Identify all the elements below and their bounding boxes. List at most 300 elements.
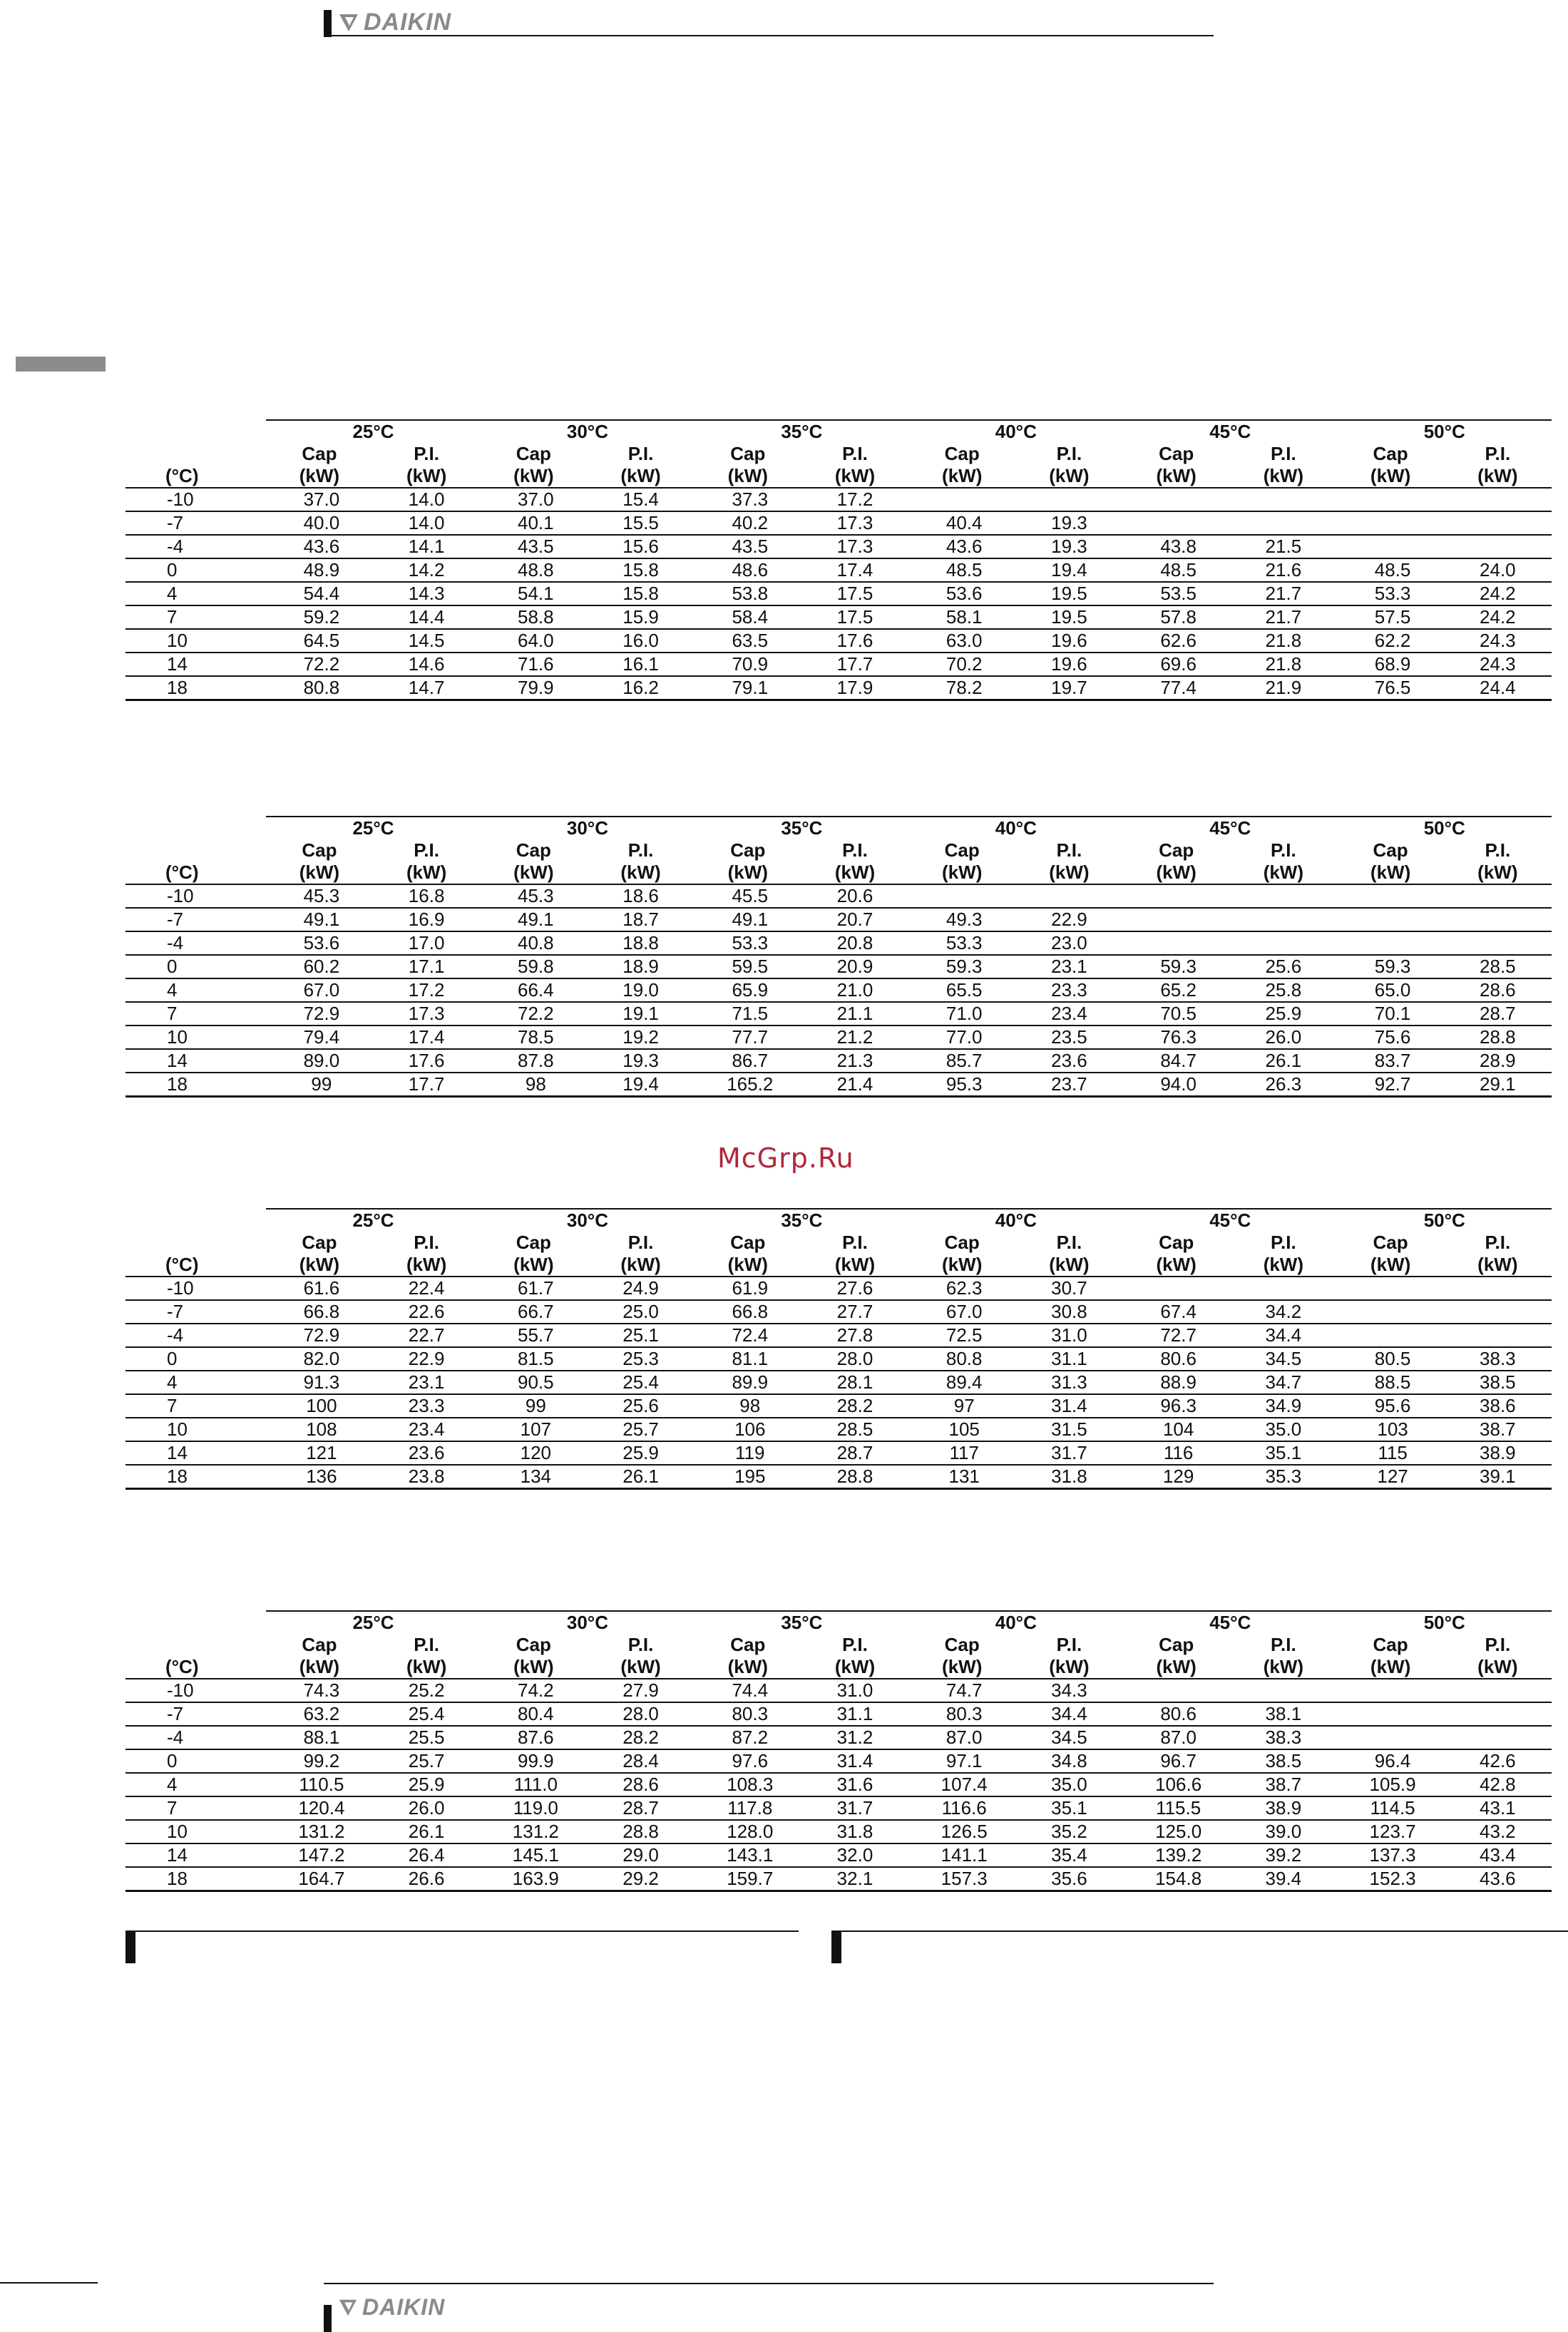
power-input-cell: 35.6: [1015, 1867, 1123, 1891]
capacity-cell: 40.4: [909, 511, 1015, 535]
header-marker: [324, 10, 332, 37]
capacity-cell: 136: [266, 1465, 372, 1489]
power-input-cell: 34.2: [1229, 1300, 1337, 1324]
capacity-cell: 65.9: [695, 978, 801, 1002]
capacity-cell: 99: [266, 1073, 372, 1097]
pi-label: P.I.: [1271, 1232, 1296, 1253]
temperature-header: 40°C: [909, 817, 1123, 839]
power-input-cell: 38.7: [1444, 1418, 1552, 1441]
capacity-cell: [1337, 488, 1443, 511]
power-input-cell: 28.2: [801, 1394, 908, 1418]
capacity-cell: 49.1: [266, 908, 372, 931]
cap-label: Cap: [302, 839, 337, 861]
kw-unit-label: (kW): [266, 465, 372, 488]
capacity-cell: 119: [695, 1441, 801, 1465]
power-input-cell: 21.6: [1229, 558, 1337, 582]
kw-unit-label: (kW): [1229, 1656, 1337, 1679]
capacity-cell: 89.4: [909, 1371, 1015, 1394]
power-input-cell: [1229, 908, 1337, 931]
power-input-cell: [1444, 1702, 1552, 1726]
power-input-cell: 17.6: [373, 1049, 481, 1073]
pi-label: P.I.: [1056, 1634, 1082, 1655]
table-row: [125, 908, 1552, 931]
kw-unit-label: (kW): [1123, 1656, 1229, 1679]
capacity-cell: 91.3: [266, 1371, 372, 1394]
power-input-cell: 25.6: [1229, 955, 1337, 978]
capacity-cell: 48.6: [695, 558, 801, 582]
power-input-cell: 19.1: [587, 1002, 695, 1026]
capacity-cell: 87.0: [909, 1726, 1015, 1749]
power-input-cell: [1444, 1679, 1552, 1702]
capacity-cell: 62.3: [909, 1277, 1015, 1300]
pi-label: P.I.: [1485, 1232, 1511, 1253]
capacity-cell: 134: [481, 1465, 587, 1489]
inlet-temp-cell: 4: [125, 1371, 266, 1394]
power-input-cell: 23.1: [373, 1371, 481, 1394]
cap-label: Cap: [516, 443, 551, 464]
temperature-header: 45°C: [1123, 420, 1337, 443]
inlet-temp-cell: 7: [125, 1394, 266, 1418]
power-input-cell: 34.4: [1229, 1324, 1337, 1347]
capacity-cell: 63.2: [266, 1702, 372, 1726]
kw-unit-label: (kW): [587, 465, 695, 488]
capacity-cell: [1337, 1277, 1443, 1300]
power-input-cell: 17.7: [801, 653, 908, 676]
capacity-cell: 108: [266, 1418, 372, 1441]
power-input-cell: 17.0: [373, 931, 481, 955]
capacity-cell: 159.7: [695, 1867, 801, 1891]
capacity-cell: 72.7: [1123, 1324, 1229, 1347]
temperature-header-row: [125, 817, 1552, 839]
capacity-cell: 163.9: [481, 1867, 587, 1891]
power-input-cell: 19.5: [1015, 605, 1123, 629]
capacity-cell: 43.5: [481, 535, 587, 558]
power-input-cell: 28.7: [801, 1441, 908, 1465]
pi-label: P.I.: [842, 443, 868, 464]
capacity-cell: 72.2: [266, 653, 372, 676]
capacity-cell: 105: [909, 1418, 1015, 1441]
table-row: [125, 1300, 1552, 1324]
power-input-cell: 39.2: [1229, 1843, 1337, 1867]
capacity-cell: 57.5: [1337, 605, 1443, 629]
power-input-cell: 23.8: [373, 1465, 481, 1489]
power-input-cell: 28.5: [801, 1418, 908, 1441]
table-row: [125, 931, 1552, 955]
power-input-cell: 28.7: [1444, 1002, 1552, 1026]
kw-unit-label: (kW): [801, 1656, 908, 1679]
cap-label: Cap: [730, 443, 766, 464]
kw-unit-label: (kW): [481, 1656, 587, 1679]
power-input-cell: 25.9: [587, 1441, 695, 1465]
power-input-cell: 27.9: [587, 1679, 695, 1702]
capacity-cell: 84.7: [1123, 1049, 1229, 1073]
kw-unit-label: (kW): [481, 861, 587, 884]
temperature-header: 50°C: [1337, 1611, 1552, 1634]
kw-unit-label: (kW): [909, 861, 1015, 884]
power-input-cell: 21.1: [801, 1002, 908, 1026]
power-input-cell: 29.1: [1444, 1073, 1552, 1097]
capacity-cell: 106: [695, 1418, 801, 1441]
capacity-cell: 90.5: [481, 1371, 587, 1394]
temperature-header-row: [125, 420, 1552, 443]
footer-rule: [324, 2283, 1214, 2284]
power-input-cell: 16.9: [373, 908, 481, 931]
kw-unit-label: (kW): [1123, 465, 1229, 488]
unit-row: [125, 1656, 1552, 1679]
capacity-cell: 154.8: [1123, 1867, 1229, 1891]
capacity-cell: 72.2: [481, 1002, 587, 1026]
power-input-cell: 19.6: [1015, 629, 1123, 653]
power-input-cell: 14.0: [373, 488, 481, 511]
power-input-cell: 29.0: [587, 1843, 695, 1867]
watermark: McGrp.Ru: [717, 1142, 854, 1174]
capacity-cell: [1337, 931, 1443, 955]
cap-label: Cap: [516, 1232, 551, 1253]
power-input-cell: 24.2: [1444, 582, 1552, 605]
power-input-cell: 30.8: [1015, 1300, 1123, 1324]
power-input-cell: 25.4: [373, 1702, 481, 1726]
blank-label-cell: [125, 839, 266, 861]
kw-unit-label: (kW): [373, 465, 481, 488]
power-input-cell: 22.9: [1015, 908, 1123, 931]
power-input-cell: 28.1: [801, 1371, 908, 1394]
pi-label: P.I.: [842, 1232, 868, 1253]
power-input-cell: 16.1: [587, 653, 695, 676]
kw-unit-label: (kW): [266, 1656, 372, 1679]
cap-label: Cap: [730, 1634, 766, 1655]
power-input-cell: 31.1: [801, 1702, 908, 1726]
inlet-temp-cell: 14: [125, 1049, 266, 1073]
power-input-cell: 43.1: [1444, 1796, 1552, 1820]
capacity-cell: [1123, 908, 1229, 931]
capacity-cell: 72.9: [266, 1002, 372, 1026]
kw-unit-label: (kW): [695, 465, 801, 488]
capacity-cell: 121: [266, 1441, 372, 1465]
power-input-cell: 20.7: [801, 908, 908, 931]
capacity-cell: [1337, 1679, 1443, 1702]
power-input-cell: 35.3: [1229, 1465, 1337, 1489]
power-input-cell: [1229, 1679, 1337, 1702]
pi-label: P.I.: [414, 839, 439, 861]
kw-unit-label: (kW): [587, 1254, 695, 1277]
power-input-cell: 26.1: [1229, 1049, 1337, 1073]
power-input-cell: 25.5: [373, 1726, 481, 1749]
power-input-cell: 26.1: [373, 1820, 481, 1843]
capacity-cell: 67.4: [1123, 1300, 1229, 1324]
power-input-cell: 31.5: [1015, 1418, 1123, 1441]
capacity-cell: 81.1: [695, 1347, 801, 1371]
power-input-cell: 43.4: [1444, 1843, 1552, 1867]
cap-label: Cap: [302, 1232, 337, 1253]
table-row: [125, 1465, 1552, 1489]
power-input-cell: 21.4: [801, 1073, 908, 1097]
capacity-cell: 116.6: [909, 1796, 1015, 1820]
capacity-cell: 40.1: [481, 511, 587, 535]
power-input-cell: 26.0: [1229, 1026, 1337, 1049]
power-input-cell: [1444, 511, 1552, 535]
power-input-cell: 21.7: [1229, 582, 1337, 605]
power-input-cell: 34.4: [1015, 1702, 1123, 1726]
capacity-cell: 76.3: [1123, 1026, 1229, 1049]
power-input-cell: 31.0: [801, 1679, 908, 1702]
capacity-cell: 99.9: [481, 1749, 587, 1773]
power-input-cell: 22.7: [373, 1324, 481, 1347]
power-input-cell: 28.8: [801, 1465, 908, 1489]
performance-table-1: [125, 419, 1552, 701]
power-input-cell: 31.3: [1015, 1371, 1123, 1394]
kw-unit-label: (kW): [1337, 1656, 1443, 1679]
table-row: [125, 1026, 1552, 1049]
capacity-cell: 131: [909, 1465, 1015, 1489]
power-input-cell: [1444, 931, 1552, 955]
cap-label: Cap: [944, 443, 980, 464]
power-input-cell: 21.8: [1229, 653, 1337, 676]
capacity-cell: 57.8: [1123, 605, 1229, 629]
power-input-cell: 35.4: [1015, 1843, 1123, 1867]
capacity-cell: 37.0: [481, 488, 587, 511]
inlet-temp-cell: 4: [125, 978, 266, 1002]
power-input-cell: 25.8: [1229, 978, 1337, 1002]
capacity-cell: 123.7: [1337, 1820, 1443, 1843]
table-row: [125, 1726, 1552, 1749]
capacity-cell: 59.3: [1123, 955, 1229, 978]
capacity-cell: 87.2: [695, 1726, 801, 1749]
power-input-cell: 38.9: [1444, 1441, 1552, 1465]
power-input-cell: 23.4: [373, 1418, 481, 1441]
capacity-cell: 145.1: [481, 1843, 587, 1867]
temperature-header: 25°C: [266, 1209, 480, 1232]
power-input-cell: 31.1: [1015, 1347, 1123, 1371]
power-input-cell: 24.0: [1444, 558, 1552, 582]
pi-label: P.I.: [1485, 1634, 1511, 1655]
corner-cell: [125, 817, 266, 839]
capacity-cell: 48.5: [1123, 558, 1229, 582]
capacity-cell: 49.1: [481, 908, 587, 931]
capacity-cell: 58.4: [695, 605, 801, 629]
power-input-cell: 19.6: [1015, 653, 1123, 676]
power-input-cell: 35.2: [1015, 1820, 1123, 1843]
cap-label: Cap: [944, 1232, 980, 1253]
power-input-cell: 18.6: [587, 884, 695, 908]
inlet-temp-cell: 14: [125, 653, 266, 676]
capacity-cell: 79.4: [266, 1026, 372, 1049]
kw-unit-label: (kW): [1229, 465, 1337, 488]
power-input-cell: 19.3: [587, 1049, 695, 1073]
capacity-cell: 80.6: [1123, 1702, 1229, 1726]
table-row: [125, 1843, 1552, 1867]
pi-label: P.I.: [1056, 443, 1082, 464]
capacity-cell: 45.5: [695, 884, 801, 908]
cap-label: Cap: [1373, 1232, 1408, 1253]
inlet-temp-cell: -7: [125, 1702, 266, 1726]
capacity-cell: 103: [1337, 1418, 1443, 1441]
kw-unit-label: (kW): [1444, 465, 1552, 488]
capacity-cell: [1123, 511, 1229, 535]
kw-unit-label: (kW): [1015, 861, 1123, 884]
temperature-header: 30°C: [481, 1611, 695, 1634]
pi-label: P.I.: [1271, 443, 1296, 464]
capacity-cell: 96.3: [1123, 1394, 1229, 1418]
capacity-cell: 125.0: [1123, 1820, 1229, 1843]
temperature-header: 40°C: [909, 1611, 1123, 1634]
capacity-cell: 82.0: [266, 1347, 372, 1371]
capacity-cell: 71.5: [695, 1002, 801, 1026]
capacity-cell: [1337, 511, 1443, 535]
capacity-cell: 49.1: [695, 908, 801, 931]
power-input-cell: 22.6: [373, 1300, 481, 1324]
capacity-cell: 74.3: [266, 1679, 372, 1702]
temperature-header: 50°C: [1337, 420, 1552, 443]
kw-unit-label: (kW): [1444, 1656, 1552, 1679]
kw-unit-label: (kW): [801, 861, 908, 884]
power-input-cell: 17.5: [801, 605, 908, 629]
inlet-temp-cell: -10: [125, 884, 266, 908]
inlet-temp-cell: 18: [125, 1073, 266, 1097]
capacity-cell: 89.0: [266, 1049, 372, 1073]
power-input-cell: [1444, 1277, 1552, 1300]
power-input-cell: 26.0: [373, 1796, 481, 1820]
power-input-cell: 28.9: [1444, 1049, 1552, 1073]
capacity-cell: 80.3: [909, 1702, 1015, 1726]
power-input-cell: 23.7: [1015, 1073, 1123, 1097]
inlet-temp-cell: 0: [125, 955, 266, 978]
kw-unit-label: (kW): [801, 465, 908, 488]
kw-unit-label: (kW): [266, 1254, 372, 1277]
capacity-cell: 59.3: [909, 955, 1015, 978]
table-row: [125, 558, 1552, 582]
power-input-cell: 15.8: [587, 582, 695, 605]
power-input-cell: 24.9: [587, 1277, 695, 1300]
capacity-cell: 64.5: [266, 629, 372, 653]
power-input-cell: 23.4: [1015, 1002, 1123, 1026]
capacity-cell: 71.6: [481, 653, 587, 676]
kw-unit-label: (kW): [587, 1656, 695, 1679]
power-input-cell: 17.7: [373, 1073, 481, 1097]
capacity-cell: 89.9: [695, 1371, 801, 1394]
capacity-cell: 117.8: [695, 1796, 801, 1820]
temp-unit-label: (°C): [125, 861, 266, 884]
capacity-cell: 53.5: [1123, 582, 1229, 605]
capacity-cell: 64.0: [481, 629, 587, 653]
capacity-cell: 59.8: [481, 955, 587, 978]
temperature-header: 50°C: [1337, 1209, 1552, 1232]
power-input-cell: 31.8: [801, 1820, 908, 1843]
power-input-cell: 25.0: [587, 1300, 695, 1324]
power-input-cell: 26.1: [587, 1465, 695, 1489]
power-input-cell: 28.8: [1444, 1026, 1552, 1049]
table-row: [125, 1679, 1552, 1702]
inlet-temp-cell: 0: [125, 1749, 266, 1773]
power-input-cell: [1444, 884, 1552, 908]
power-input-cell: 38.5: [1444, 1371, 1552, 1394]
capacity-cell: 87.0: [1123, 1726, 1229, 1749]
capacity-cell: 66.8: [266, 1300, 372, 1324]
capacity-cell: 104: [1123, 1418, 1229, 1441]
power-input-cell: 28.8: [587, 1820, 695, 1843]
section-marker-right: [831, 1930, 841, 1963]
power-input-cell: 42.8: [1444, 1773, 1552, 1796]
cap-label: Cap: [302, 1634, 337, 1655]
kw-unit-label: (kW): [1015, 1656, 1123, 1679]
capacity-cell: [1123, 884, 1229, 908]
power-input-cell: 31.7: [1015, 1441, 1123, 1465]
blank-label-cell: [125, 1232, 266, 1254]
kw-unit-label: (kW): [373, 1254, 481, 1277]
capacity-cell: [1337, 908, 1443, 931]
power-input-cell: 14.7: [373, 676, 481, 700]
power-input-cell: 28.6: [1444, 978, 1552, 1002]
kw-unit-label: (kW): [801, 1254, 908, 1277]
kw-unit-label: (kW): [1337, 1254, 1443, 1277]
capacity-cell: 69.6: [1123, 653, 1229, 676]
power-input-cell: 19.0: [587, 978, 695, 1002]
capacity-cell: 72.4: [695, 1324, 801, 1347]
cap-label: Cap: [1373, 443, 1408, 464]
table-row: [125, 1371, 1552, 1394]
capacity-cell: 106.6: [1123, 1773, 1229, 1796]
capacity-cell: 75.6: [1337, 1026, 1443, 1049]
temperature-header: 45°C: [1123, 817, 1337, 839]
power-input-cell: 31.7: [801, 1796, 908, 1820]
kw-unit-label: (kW): [695, 1254, 801, 1277]
power-input-cell: 16.2: [587, 676, 695, 700]
capacity-cell: 80.4: [481, 1702, 587, 1726]
footer-left-rule: [0, 2282, 98, 2284]
power-input-cell: 43.6: [1444, 1867, 1552, 1891]
pi-label: P.I.: [1485, 839, 1511, 861]
power-input-cell: 17.3: [801, 511, 908, 535]
power-input-cell: 15.6: [587, 535, 695, 558]
pi-label: P.I.: [1056, 839, 1082, 861]
capacity-cell: 59.2: [266, 605, 372, 629]
inlet-temp-cell: -10: [125, 488, 266, 511]
capacity-cell: 78.5: [481, 1026, 587, 1049]
power-input-cell: 27.7: [801, 1300, 908, 1324]
temperature-header: 45°C: [1123, 1611, 1337, 1634]
capacity-cell: 53.6: [266, 931, 372, 955]
power-input-cell: 21.0: [801, 978, 908, 1002]
power-input-cell: 18.9: [587, 955, 695, 978]
capacity-cell: 49.3: [909, 908, 1015, 931]
capacity-cell: [1337, 1702, 1443, 1726]
table-row: [125, 1441, 1552, 1465]
power-input-cell: 20.9: [801, 955, 908, 978]
capacity-cell: 164.7: [266, 1867, 372, 1891]
temperature-header: 35°C: [695, 1611, 908, 1634]
power-input-cell: 34.8: [1015, 1749, 1123, 1773]
power-input-cell: 14.2: [373, 558, 481, 582]
capacity-cell: 68.9: [1337, 653, 1443, 676]
power-input-cell: 24.3: [1444, 653, 1552, 676]
capacity-cell: 98: [695, 1394, 801, 1418]
power-input-cell: 19.4: [1015, 558, 1123, 582]
capacity-cell: 43.6: [266, 535, 372, 558]
pi-label: P.I.: [1485, 443, 1511, 464]
capacity-cell: 45.3: [481, 884, 587, 908]
capacity-cell: [1337, 1300, 1443, 1324]
power-input-cell: 35.1: [1015, 1796, 1123, 1820]
capacity-cell: 116: [1123, 1441, 1229, 1465]
power-input-cell: 20.8: [801, 931, 908, 955]
kw-unit-label: (kW): [266, 861, 372, 884]
capacity-cell: 54.1: [481, 582, 587, 605]
pi-label: P.I.: [842, 1634, 868, 1655]
power-input-cell: 42.6: [1444, 1749, 1552, 1773]
cap-label: Cap: [1159, 443, 1194, 464]
capacity-cell: 165.2: [695, 1073, 801, 1097]
cap-label: Cap: [1159, 1232, 1194, 1253]
cap-label: Cap: [730, 1232, 766, 1253]
